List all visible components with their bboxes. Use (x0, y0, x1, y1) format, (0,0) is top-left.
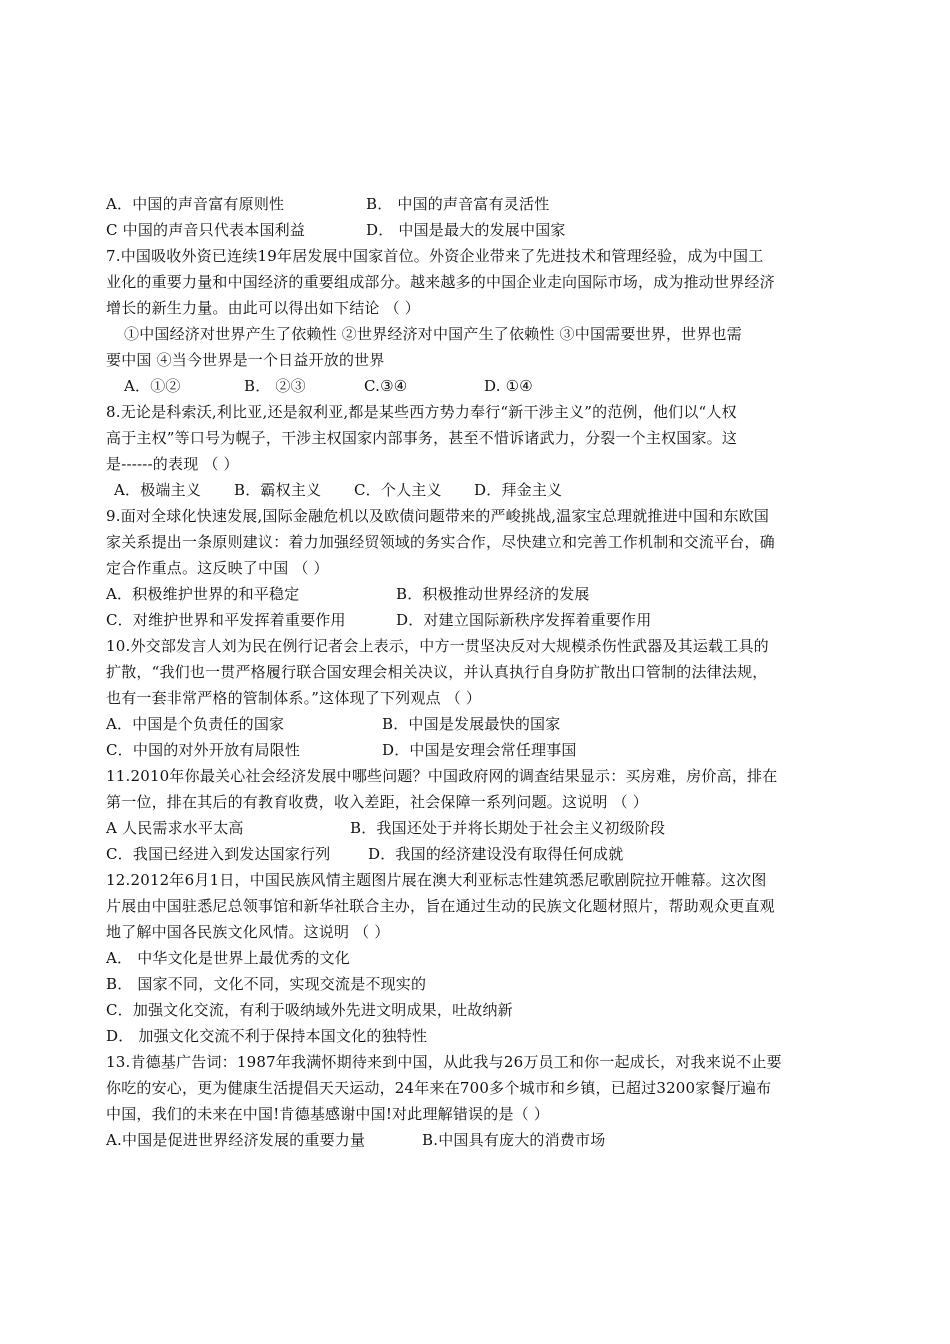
question-7-line: 要中国 ④当今世界是一个日益开放的世界 (106, 351, 385, 369)
option-a: A．中国的声音富有原则性 (106, 195, 285, 213)
options-row (106, 194, 846, 214)
options-row (106, 376, 864, 396)
option-c: C．我国已经进入到发达国家行列 (106, 845, 331, 863)
question-9-line: 9.面对全球化快速发展,国际金融危机以及欧债问题带来的严峻挑战,温家宝总理就推进中国和东欧国 (106, 507, 770, 525)
option-c: C．加强文化交流，有利于吸纳域外先进文明成果，吐故纳新 (106, 1001, 513, 1019)
options-row (106, 714, 846, 734)
option-c: C．中国的对外开放有局限性 (106, 741, 301, 759)
option-d: D． 中国是最大的发展中国家 (366, 221, 566, 239)
question-12-line: 12.2012年6月1日，中国民族风情主题图片展在澳大利亚标志性建筑悉尼歌剧院拉开帷幕。这次图 (106, 871, 767, 889)
question-8-line: 8.无论是科索沃,利比亚,还是叙利亚,都是某些西方势力奉行“新干涉主义”的范例，他们以“人权 (106, 403, 737, 421)
option-a: A.中国是促进世界经济发展的重要力量 (106, 1131, 366, 1149)
question-7-line: 增长的新生力量。由此可以得出如下结论 （ ） (106, 299, 420, 317)
question-11-line: 第一位，排在其后的有教育收费，收入差距，社会保障一系列问题。这说明 （ ） (106, 793, 648, 811)
option-b: B．霸权主义 (234, 481, 322, 499)
question-7-line: 业化的重要力量和中国经济的重要组成部分。越来越多的中国企业走向国际市场，成为推动世界经济 (106, 273, 775, 291)
option-d: D．中国是安理会常任理事国 (382, 741, 577, 759)
question-13-line: 中国，我们的未来在中国!肯德基感谢中国!对此理解错误的是（ ） (106, 1105, 550, 1123)
options-row (106, 584, 846, 604)
question-11-line: 11.2010年你最关心社会经济发展中哪些问题？中国政府网的调查结果显示：买房难，房价高，排在 (106, 767, 778, 785)
option-d: D．我国的经济建设没有取得任何成就 (368, 845, 624, 863)
question-10-line: 10.外交部发言人刘为民在例行记者会上表示，中方一贯坚决反对大规模杀伤性武器及其运载工具的 (106, 637, 769, 655)
option-b: B.中国具有庞大的消费市场 (422, 1131, 606, 1149)
option-c: C.③④ (364, 377, 408, 395)
options-row (106, 740, 846, 760)
question-10-line: 扩散，“我们也一贯严格履行联合国安理会相关决议，并认真执行自身防扩散出口管制的法律法规， (106, 663, 768, 681)
option-b: B． 中国的声音富有灵活性 (366, 195, 550, 213)
option-a: A．积极维护世界的和平稳定 (106, 585, 300, 603)
question-12-line: 地了解中国各民族文化风情。这说明 （ ） (106, 923, 390, 941)
option-a: A 人民需求水平太高 (106, 819, 244, 837)
option-c: C．对维护世界和平发挥着重要作用 (106, 611, 346, 629)
option-a: A．中国是个负责任的国家 (106, 715, 285, 733)
options-row (106, 480, 854, 500)
option-c: C 中国的声音只代表本国利益 (106, 221, 306, 239)
option-a: A．①② (124, 377, 181, 395)
options-row (106, 844, 846, 864)
question-10-line: 也有一套非常严格的管制体系。”这体现了下列观点 （ ） (106, 689, 482, 707)
question-8-line: 高于主权”等口号为幌子，干涉主权国家内部事务，甚至不惜诉诸武力，分裂一个主权国家。这 (106, 429, 738, 447)
option-d: D．对建立国际新秩序发挥着重要作用 (396, 611, 652, 629)
question-7-line: ①中国经济对世界产生了依赖性 ②世界经济对中国产生了依赖性 ③中国需要世界，世界也需 (124, 325, 742, 343)
options-row (106, 818, 846, 838)
options-row (106, 610, 846, 630)
options-row (106, 220, 846, 240)
question-9-line: 家关系提出一条原则建议：着力加强经贸领域的务实合作，尽快建立和完善工作机制和交流平台，确 (106, 533, 775, 551)
question-12-line: 片展由中国驻悉尼总领事馆和新华社联合主办，旨在通过生动的民族文化题材照片，帮助观众更直观 (106, 897, 775, 915)
option-b: B． ②③ (244, 377, 306, 395)
option-c: C．个人主义 (354, 481, 442, 499)
question-13-line: 13.肯德基广告词：1987年我满怀期待来到中国，从此我与26万员工和你一起成长，对我来说不止要 (106, 1053, 782, 1071)
option-a: A． 中华文化是世界上最优秀的文化 (106, 949, 351, 967)
question-13-line: 你吃的安心，更为健康生活提倡天天运动，24年来在700多个城市和乡镇，已超过3200家餐厅遍布 (106, 1079, 772, 1097)
option-a: A．极端主义 (114, 481, 202, 499)
option-b: B． 国家不同，文化不同，实现交流是不现实的 (106, 975, 427, 993)
option-d: D．拜金主义 (474, 481, 563, 499)
option-b: B．我国还处于并将长期处于社会主义初级阶段 (350, 819, 666, 837)
option-b: B．中国是发展最快的国家 (382, 715, 561, 733)
question-8-line: 是------的表现 （ ） (106, 455, 239, 473)
question-7-line: 7.中国吸收外资已连续19年居发展中国家首位。外资企业带来了先进技术和管理经验，成为中国工 (106, 247, 764, 265)
option-d: D． 加强文化交流不利于保持本国文化的独特性 (106, 1027, 428, 1045)
question-9-line: 定合作重点。这反映了中国 （ ） (106, 559, 329, 577)
options-row (106, 1130, 846, 1150)
option-d: D. ①④ (484, 377, 533, 395)
option-b: B．积极推动世界经济的发展 (396, 585, 590, 603)
